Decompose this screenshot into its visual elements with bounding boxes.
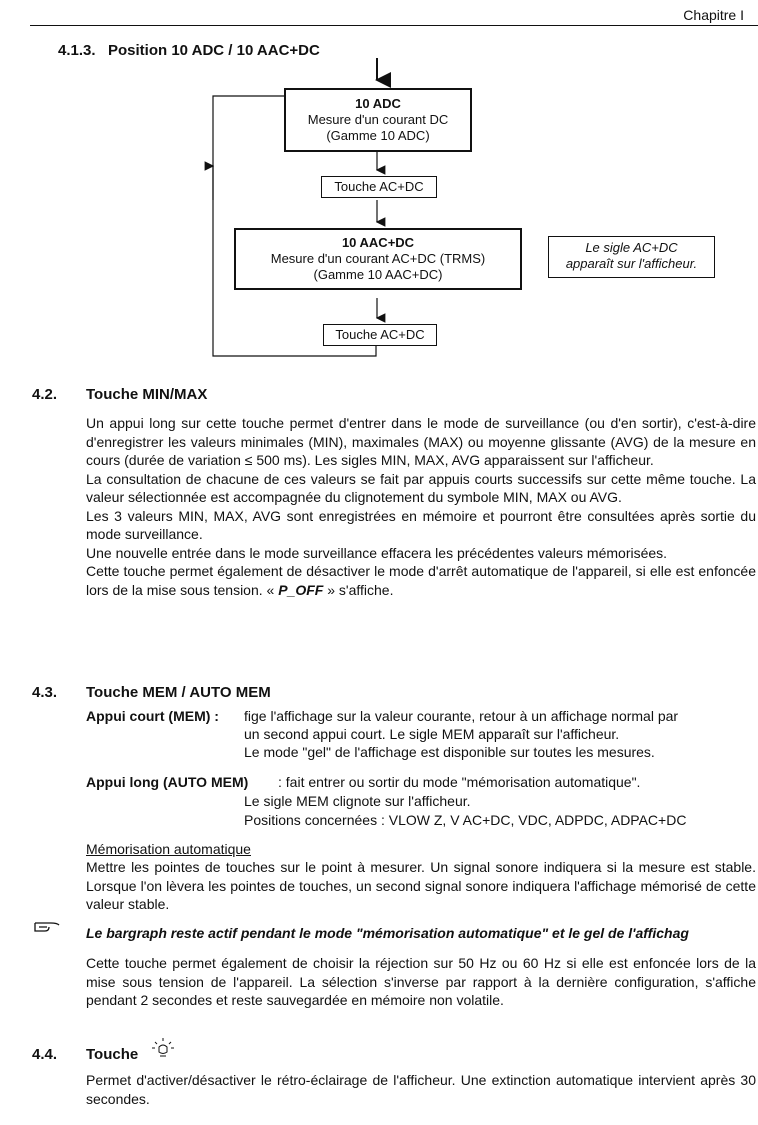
section-413-title: Position 10 ADC / 10 AAC+DC bbox=[108, 42, 320, 59]
section-42-p5 bbox=[86, 562, 756, 599]
section-42-p3: Les 3 valeurs MIN, MAX, AVG sont enregistrées en mémoire et pourront être consultées après sortie du mode surveillance. bbox=[86, 507, 756, 542]
rejection-paragraph: Cette touche permet également de choisir la réjection sur 50 Hz ou 60 Hz si elle est enfoncée lors de la mise sous tension de l'appareil. La sélection s'inverse par rapport à la dernière configuration, s'affiche pendant 2 secondes et reste sauvegardée en mémoire non volatile. bbox=[86, 955, 756, 1008]
box-10adc-line2: (Gamme 10 ADC) bbox=[326, 128, 430, 143]
section-413-number: 4.1.3. bbox=[58, 42, 96, 59]
section-42-p2: La consultation de chacune de ces valeurs se fait par appuis courts successifs sur cette même touche. La valeur sélectionnée est accompagnée du clignotement du symbole MIN, MAX ou AVG. bbox=[86, 470, 756, 505]
appui-court-line2: un second appui court. Le sigle MEM apparaît sur l'afficheur. bbox=[244, 726, 620, 742]
note-box bbox=[548, 236, 715, 278]
touch-acdc-box-2: Touche AC+DC bbox=[323, 324, 437, 346]
appui-long-line2: Le sigle MEM clignote sur l'afficheur. bbox=[244, 793, 471, 809]
box-10aacdc bbox=[234, 228, 522, 290]
box-10adc-line1: Mesure d'un courant DC bbox=[307, 112, 449, 127]
appui-court-line3: Le mode "gel" de l'affichage est disponible sur toutes les mesures. bbox=[244, 744, 655, 760]
p5-start: Cette touche permet également de désactiver le mode d'arrêt automatique de l'appareil, si elle est enfoncée lors de la mise sous tension. « bbox=[86, 563, 756, 598]
box-10aacdc-line1: Mesure d'un courant AC+DC (TRMS) bbox=[270, 251, 486, 266]
section-42-p1: Un appui long sur cette touche permet d'entrer dans le mode de surveillance (ou d'en sortir), c'est-à-dire d'enregistrer les valeurs minimales (MIN), maximales (MAX) ou moyenne glissante (AVG) de la mesure en cours (durée de variation ≤ 500 ms). Les sigles MIN, MAX, AVG apparaissent sur l'afficheur. bbox=[86, 415, 756, 468]
box-10aacdc-title: 10 AAC+DC bbox=[341, 235, 415, 250]
note-line2: apparaît sur l'afficheur. bbox=[565, 256, 698, 271]
section-44-title: Touche bbox=[86, 1046, 139, 1063]
section-44-paragraph: Permet d'activer/désactiver le rétro-éclairage de l'afficheur. Une extinction automatique intervient après 30 secondes. bbox=[86, 1072, 756, 1107]
section-42-title: Touche MIN/MAX bbox=[86, 386, 208, 403]
section-42-number: 4.2. bbox=[32, 386, 58, 403]
appui-long-label: Appui long (AUTO MEM) bbox=[86, 774, 249, 790]
appui-court-label: Appui court (MEM) : bbox=[86, 708, 219, 724]
light-bulb-icon bbox=[150, 1036, 176, 1062]
p-off-label: P_OFF bbox=[278, 581, 324, 598]
section-44-number: 4.4. bbox=[32, 1046, 58, 1063]
touch-acdc-box-1: Touche AC+DC bbox=[321, 176, 437, 198]
pointing-hand-icon bbox=[33, 920, 61, 934]
box-10adc-title: 10 ADC bbox=[355, 96, 401, 111]
appui-court-line1: fige l'affichage sur la valeur courante, retour à un affichage normal par bbox=[244, 708, 679, 724]
chapter-label: Chapitre I bbox=[683, 7, 744, 23]
appui-long-line1: : fait entrer ou sortir du mode "mémorisation automatique". bbox=[278, 774, 641, 790]
box-10aacdc-line2: (Gamme 10 AAC+DC) bbox=[313, 267, 443, 282]
p5-end: » s'affiche. bbox=[327, 581, 394, 598]
bargraph-note: Le bargraph reste actif pendant le mode "mémorisation automatique" et le gel de l'affichag bbox=[86, 925, 689, 941]
box-10adc bbox=[284, 88, 472, 152]
memorisation-subtitle: Mémorisation automatique bbox=[86, 841, 251, 857]
memorisation-paragraph: Mettre les pointes de touches sur le point à mesurer. Un signal sonore indiquera si la mesure est stable. Lorsque l'on lèvera les pointes de touches, un second signal sonore indiquera l'affichage mémorisé de cette valeur stable. bbox=[86, 859, 756, 912]
section-42-p4: Une nouvelle entrée dans le mode surveillance effacera les précédentes valeurs mémorisées. bbox=[86, 544, 668, 561]
note-line1: Le sigle AC+DC bbox=[585, 240, 678, 255]
section-43-title: Touche MEM / AUTO MEM bbox=[86, 684, 271, 701]
section-43-number: 4.3. bbox=[32, 684, 58, 701]
appui-long-line3: Positions concernées : VLOW Z, V AC+DC, VDC, ADPDC, ADPAC+DC bbox=[244, 812, 687, 828]
section-42-body bbox=[86, 414, 756, 599]
